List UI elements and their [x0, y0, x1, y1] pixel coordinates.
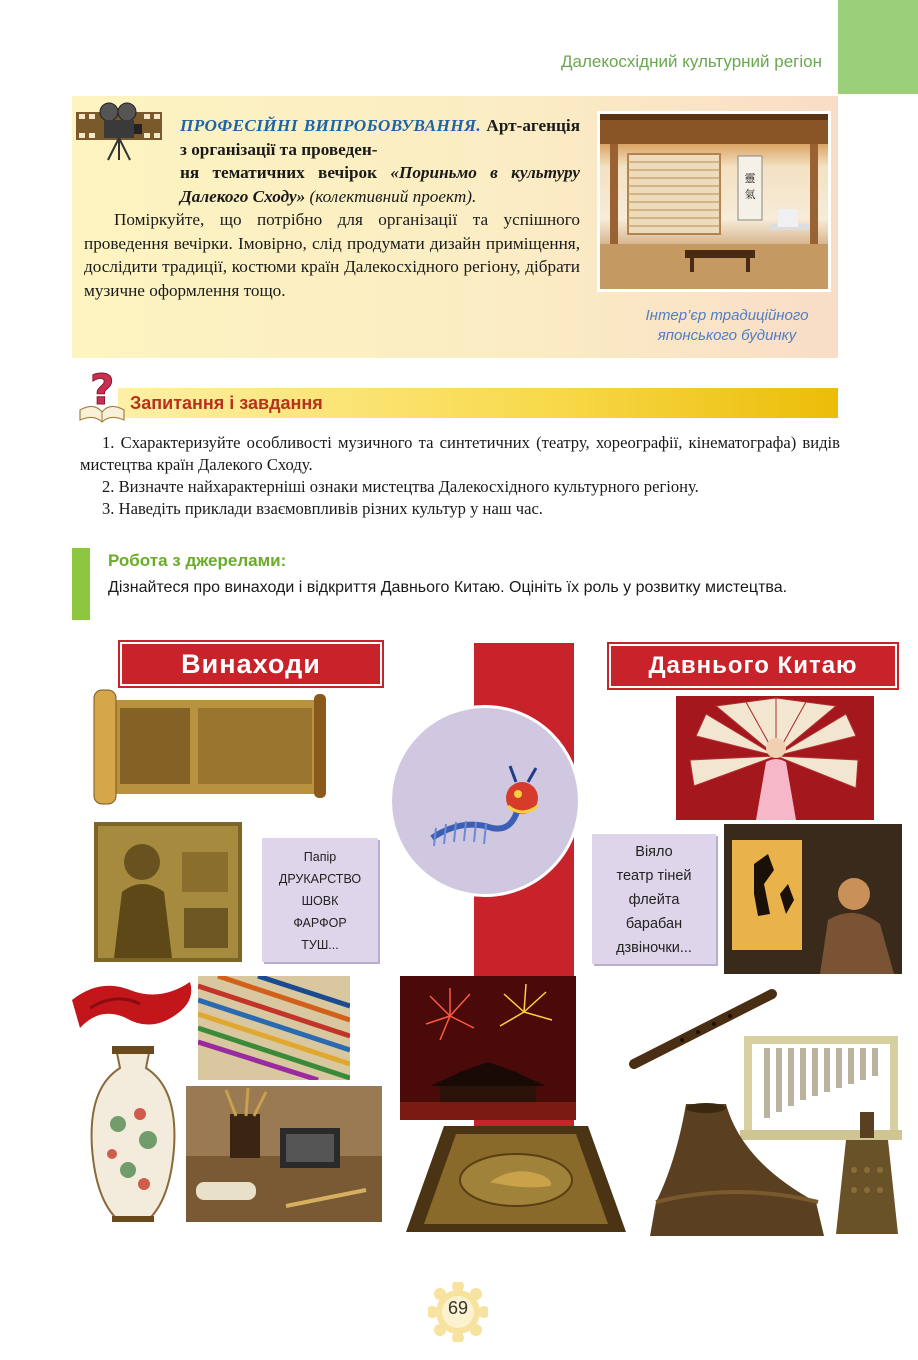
list-item: Віяло — [635, 844, 673, 860]
list-item: ДРУКАРСТВО — [278, 872, 362, 886]
dragon-kite-icon — [392, 708, 578, 894]
inventions-list — [262, 838, 378, 962]
porcelain-vase-image — [82, 1044, 184, 1224]
list-item: ТУШ... — [301, 938, 339, 952]
project-title-line1: Арт-агенція з організації та проведен- — [180, 116, 580, 159]
question-item-3: 3. Наведіть приклади взаємовпливів різних культур у наш час. — [102, 499, 543, 518]
bronze-plaque-image — [94, 822, 242, 962]
project-text — [84, 114, 580, 302]
fan-dance-image — [676, 696, 874, 820]
questions-title: Запитання і завдання — [130, 393, 323, 413]
bronze-bell-image — [832, 1110, 902, 1238]
page-number: 69 — [447, 1298, 469, 1318]
list-item: ФАРФОР — [293, 916, 347, 930]
ancient-compass-image — [404, 1124, 628, 1236]
banner-ancient-china: Давнього Китаю — [609, 644, 897, 688]
fireworks-image — [400, 976, 576, 1120]
ancient-scroll-image — [86, 688, 330, 806]
question-item-1: 1. Схарактеризуйте особливості музичного та синтетичних (театру, хореографії, кінематографа) видів мистецтва країн Далекого Сходу. — [80, 433, 840, 474]
sources-text: Дізнайтеся про винаходи і відкриття Давнього Китаю. Оцініть їх роль у розвитку мистецтва. — [108, 579, 788, 596]
project-title-line2: ня тематичних вечірок — [180, 163, 391, 182]
scroll-glyph-1: 靈 — [744, 172, 756, 185]
culture-list — [592, 834, 716, 964]
questions-list — [80, 432, 840, 520]
scroll-glyph-2: 氣 — [744, 188, 756, 201]
list-item: дзвіночки... — [616, 940, 692, 956]
ink-set-image — [186, 1086, 382, 1222]
project-quote: «Пориньмо в культуру Далекого Сходу» — [180, 163, 580, 206]
project-paragraph: Поміркуйте, що потрібно для організації та успішного проведення вечірки. Імовірно, слід продумати дизайн приміщення, дослідити традиції, костюми країн Далекосхідного регіону, дібрати музичне оформлення тощо. — [84, 210, 580, 300]
corner-tab — [838, 0, 918, 94]
list-item: театр тіней — [616, 868, 692, 884]
image-caption: Інтер’єр традиційного японського будинку — [645, 307, 809, 344]
question-item-2: 2. Визначте найхарактерніші ознаки мистецтва Далекосхідного культурного регіону. — [102, 477, 699, 496]
banner-inventions: Винаходи — [120, 642, 382, 686]
sources-title: Робота з джерелами: — [108, 551, 287, 570]
svg-text:?: ? — [90, 366, 115, 414]
list-item: ШОВК — [301, 894, 339, 908]
list-item: Папір — [303, 850, 337, 864]
question-book-icon — [74, 366, 130, 424]
project-heading: ПРОФЕСІЙНІ ВИПРОБОВУВАННЯ. — [180, 116, 482, 135]
bronze-drum-image — [646, 1102, 826, 1240]
silk-image — [70, 972, 198, 1052]
list-item: барабан — [625, 916, 683, 932]
kite-circle — [389, 705, 581, 897]
japanese-interior-image — [597, 111, 831, 292]
project-note: (колективний проект). — [305, 186, 477, 206]
sources-accent-bar — [72, 548, 90, 620]
running-header: Далекосхідний культурний регіон — [560, 52, 822, 71]
brushes-image — [198, 976, 350, 1080]
shadow-theater-image — [724, 824, 902, 974]
list-item: флейта — [628, 892, 680, 908]
